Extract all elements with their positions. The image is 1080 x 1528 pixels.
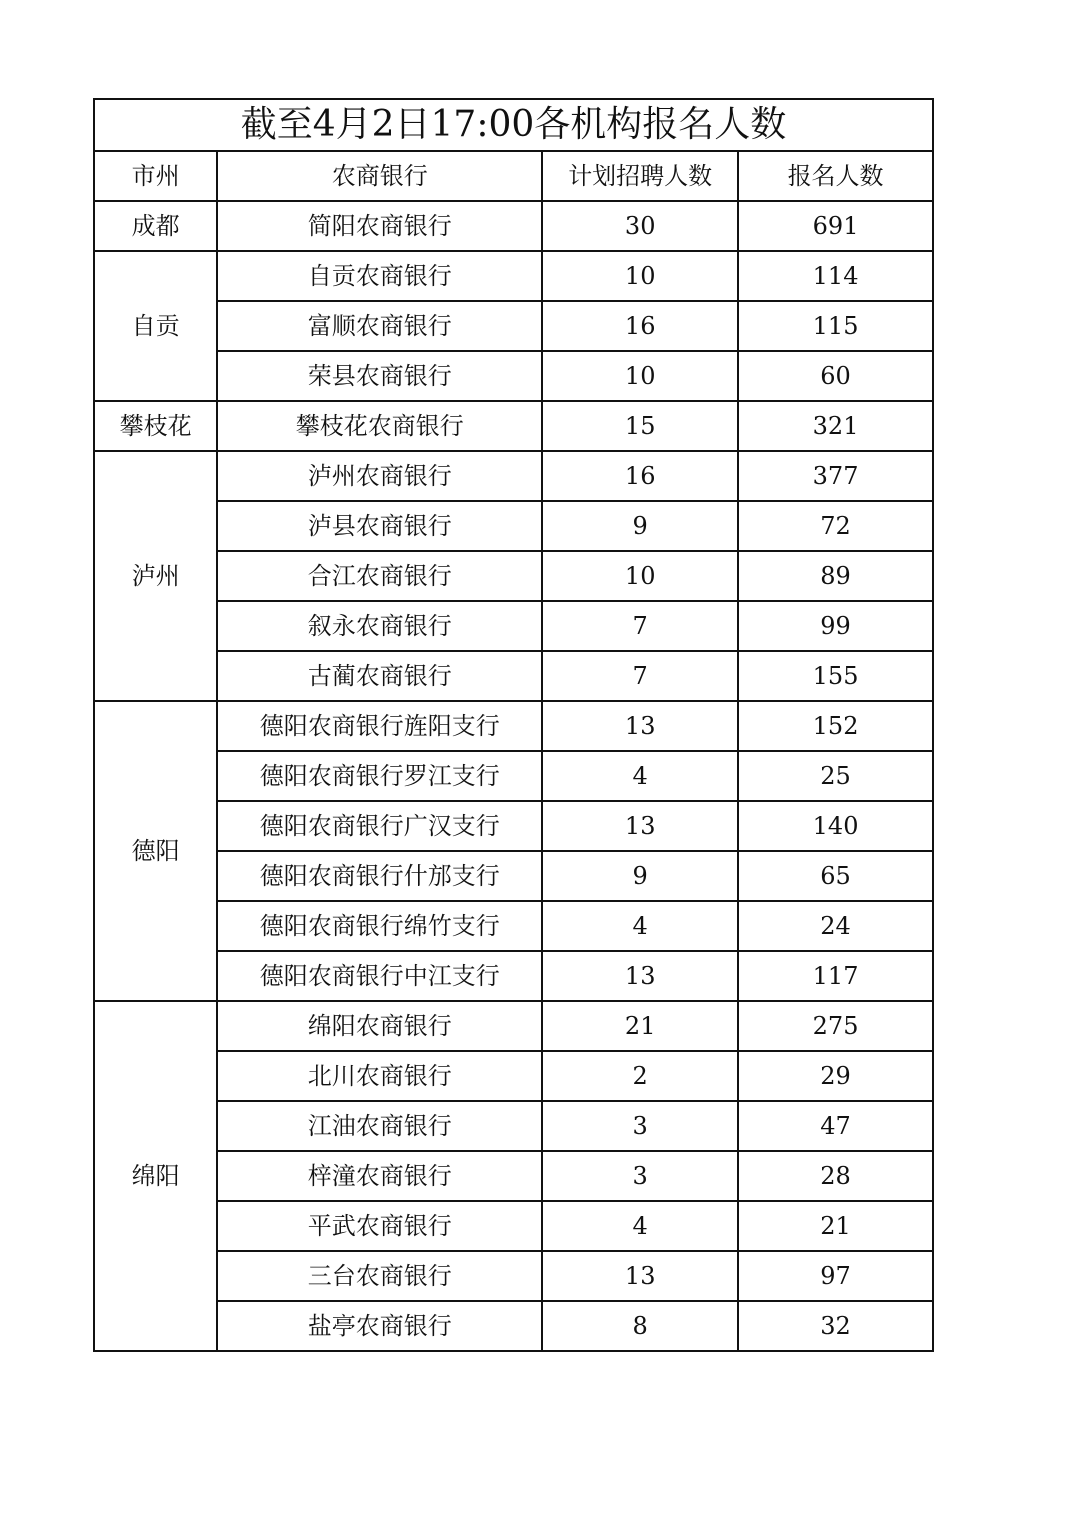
table-row <box>94 451 933 501</box>
planned-cell: 7 <box>542 651 738 701</box>
applicants-cell: 377 <box>738 451 933 501</box>
bank-cell: 平武农商银行 <box>217 1201 542 1251</box>
applicants-cell: 32 <box>738 1301 933 1351</box>
table-row <box>94 1001 933 1051</box>
table-row <box>94 1051 933 1101</box>
applicants-cell: 152 <box>738 701 933 751</box>
table-row <box>94 1101 933 1151</box>
header-city: 市州 <box>94 151 217 201</box>
planned-cell: 10 <box>542 251 738 301</box>
bank-cell: 简阳农商银行 <box>217 201 542 251</box>
applicants-cell: 89 <box>738 551 933 601</box>
applicants-cell: 691 <box>738 201 933 251</box>
table-row <box>94 351 933 401</box>
table-row <box>94 501 933 551</box>
planned-cell: 16 <box>542 451 738 501</box>
table-row <box>94 801 933 851</box>
header-bank: 农商银行 <box>217 151 542 201</box>
bank-cell: 绵阳农商银行 <box>217 1001 542 1051</box>
bank-cell: 北川农商银行 <box>217 1051 542 1101</box>
applicants-cell: 97 <box>738 1251 933 1301</box>
applicants-cell: 114 <box>738 251 933 301</box>
header-planned: 计划招聘人数 <box>542 151 738 201</box>
table-row <box>94 251 933 301</box>
planned-cell: 16 <box>542 301 738 351</box>
bank-cell: 自贡农商银行 <box>217 251 542 301</box>
city-cell: 攀枝花 <box>94 401 217 451</box>
bank-cell: 江油农商银行 <box>217 1101 542 1151</box>
bank-cell: 荣县农商银行 <box>217 351 542 401</box>
planned-cell: 13 <box>542 1251 738 1301</box>
planned-cell: 13 <box>542 951 738 1001</box>
table-row <box>94 851 933 901</box>
bank-cell: 泸县农商银行 <box>217 501 542 551</box>
bank-cell: 德阳农商银行罗江支行 <box>217 751 542 801</box>
city-cell: 德阳 <box>94 701 217 1001</box>
planned-cell: 8 <box>542 1301 738 1351</box>
planned-cell: 3 <box>542 1101 738 1151</box>
bank-cell: 泸州农商银行 <box>217 451 542 501</box>
planned-cell: 9 <box>542 501 738 551</box>
bank-cell: 盐亭农商银行 <box>217 1301 542 1351</box>
bank-cell: 德阳农商银行绵竹支行 <box>217 901 542 951</box>
city-cell: 成都 <box>94 201 217 251</box>
city-cell: 自贡 <box>94 251 217 401</box>
planned-cell: 10 <box>542 551 738 601</box>
applicants-cell: 65 <box>738 851 933 901</box>
planned-cell: 13 <box>542 701 738 751</box>
bank-cell: 攀枝花农商银行 <box>217 401 542 451</box>
applicants-cell: 72 <box>738 501 933 551</box>
applicants-cell: 117 <box>738 951 933 1001</box>
applicants-cell: 115 <box>738 301 933 351</box>
header-applicants: 报名人数 <box>738 151 933 201</box>
table-row <box>94 1201 933 1251</box>
planned-cell: 30 <box>542 201 738 251</box>
table-title: 截至4月2日17:00各机构报名人数 <box>94 99 933 151</box>
applicants-cell: 60 <box>738 351 933 401</box>
planned-cell: 10 <box>542 351 738 401</box>
planned-cell: 4 <box>542 1201 738 1251</box>
planned-cell: 15 <box>542 401 738 451</box>
table-row <box>94 901 933 951</box>
bank-cell: 德阳农商银行广汉支行 <box>217 801 542 851</box>
table-body <box>94 201 933 1351</box>
applicants-cell: 99 <box>738 601 933 651</box>
planned-cell: 7 <box>542 601 738 651</box>
bank-cell: 德阳农商银行旌阳支行 <box>217 701 542 751</box>
applicants-cell: 275 <box>738 1001 933 1051</box>
city-cell: 绵阳 <box>94 1001 217 1351</box>
table-row <box>94 551 933 601</box>
bank-cell: 叙永农商银行 <box>217 601 542 651</box>
bank-cell: 合江农商银行 <box>217 551 542 601</box>
planned-cell: 3 <box>542 1151 738 1201</box>
bank-cell: 德阳农商银行什邡支行 <box>217 851 542 901</box>
planned-cell: 2 <box>542 1051 738 1101</box>
applicants-cell: 155 <box>738 651 933 701</box>
table-row <box>94 701 933 751</box>
table-row <box>94 401 933 451</box>
planned-cell: 4 <box>542 751 738 801</box>
table-row <box>94 651 933 701</box>
bank-cell: 三台农商银行 <box>217 1251 542 1301</box>
applicants-cell: 140 <box>738 801 933 851</box>
applicants-cell: 28 <box>738 1151 933 1201</box>
planned-cell: 21 <box>542 1001 738 1051</box>
planned-cell: 13 <box>542 801 738 851</box>
table-row <box>94 201 933 251</box>
applicants-cell: 21 <box>738 1201 933 1251</box>
bank-cell: 梓潼农商银行 <box>217 1151 542 1201</box>
applicants-cell: 29 <box>738 1051 933 1101</box>
applicants-cell: 24 <box>738 901 933 951</box>
header-row <box>94 151 933 201</box>
applicants-cell: 47 <box>738 1101 933 1151</box>
planned-cell: 4 <box>542 901 738 951</box>
bank-cell: 富顺农商银行 <box>217 301 542 351</box>
table-row <box>94 951 933 1001</box>
planned-cell: 9 <box>542 851 738 901</box>
table-row <box>94 601 933 651</box>
table-row <box>94 751 933 801</box>
registration-table <box>93 98 934 1352</box>
table-row <box>94 1251 933 1301</box>
table-row <box>94 301 933 351</box>
bank-cell: 德阳农商银行中江支行 <box>217 951 542 1001</box>
city-cell: 泸州 <box>94 451 217 701</box>
applicants-cell: 25 <box>738 751 933 801</box>
applicants-cell: 321 <box>738 401 933 451</box>
table-row <box>94 1151 933 1201</box>
table-row <box>94 1301 933 1351</box>
bank-cell: 古蔺农商银行 <box>217 651 542 701</box>
